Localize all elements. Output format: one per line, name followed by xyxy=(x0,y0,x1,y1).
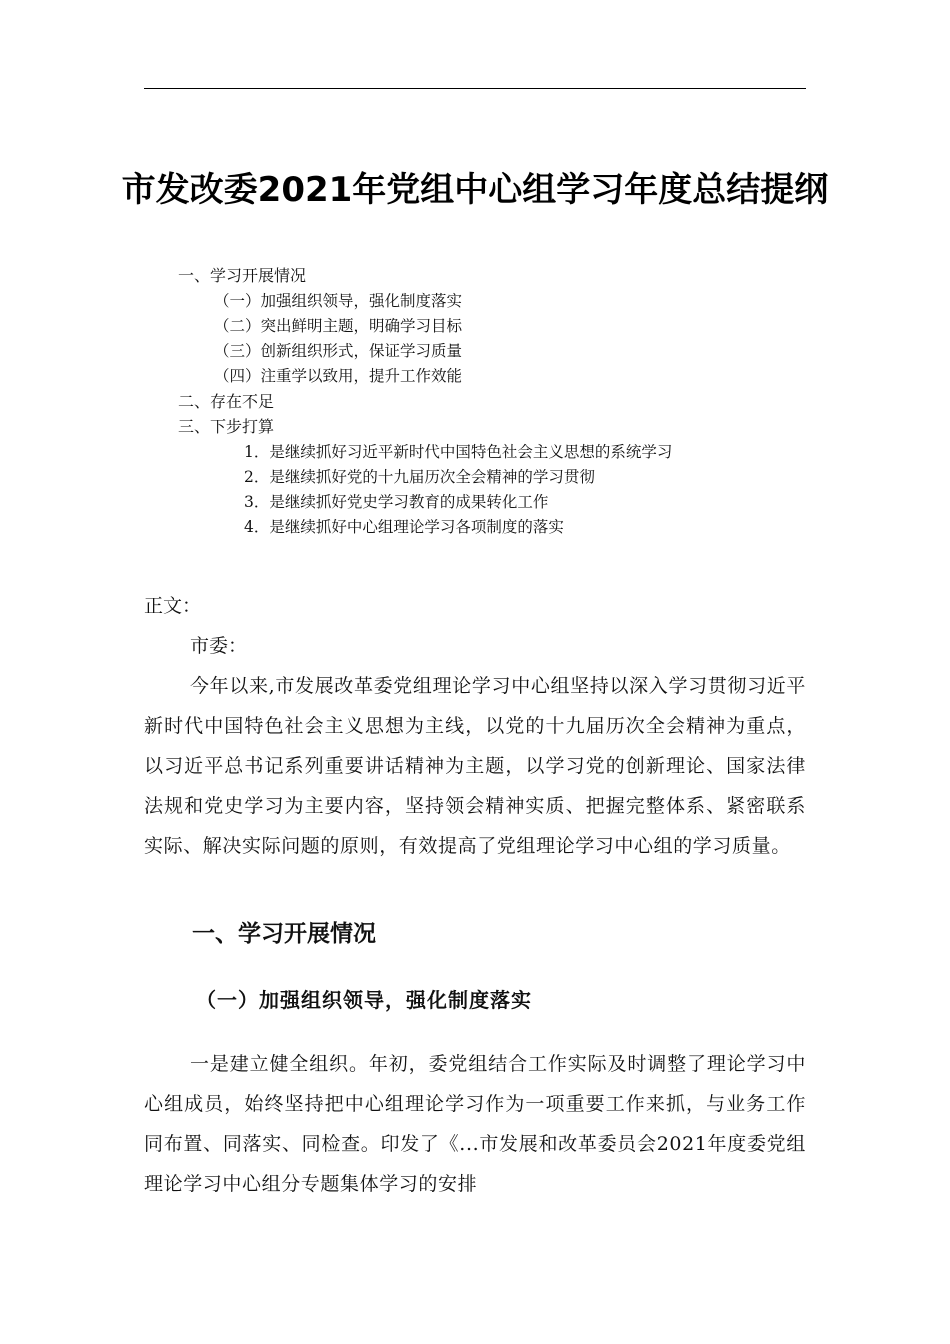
header-rule xyxy=(144,88,806,89)
body-paragraph: 一是建立健全组织。年初，委党组结合工作实际及时调整了理论学习中心组成员，始终坚持把中心组理论学习作为一项重要工作来抓，与业务工作同布置、同落实、同检查。印发了《...市发展和改革委员会2021年度委党组理论学习中心组分专题集体学习的安排 xyxy=(144,1053,806,1195)
outline-item: （一）加强组织领导，强化制度落实 xyxy=(214,292,463,310)
subsection-heading: （一）加强组织领导，强化制度落实 xyxy=(196,988,532,1012)
outline-item: （四）注重学以致用，提升工作效能 xyxy=(214,367,463,385)
outline-item: 2．是继续抓好党的十九届历次全会精神的学习贯彻 xyxy=(244,468,595,486)
outline-item: 一、学习开展情况 xyxy=(178,266,307,285)
outline-item: 4．是继续抓好中心组理论学习各项制度的落实 xyxy=(244,518,564,536)
outline-item: 三、下步打算 xyxy=(178,417,275,436)
document-title: 市发改委2021年党组中心组学习年度总结提纲 xyxy=(121,170,829,210)
outline-item: （三）创新组织形式，保证学习质量 xyxy=(214,342,463,360)
outline-item: 1．是继续抓好习近平新时代中国特色社会主义思想的系统学习 xyxy=(244,443,673,461)
salutation: 市委： xyxy=(190,635,248,657)
intro-paragraph: 今年以来,市发展改革委党组理论学习中心组坚持以深入学习贯彻习近平新时代中国特色社会主义思想为主线，以党的十九届历次全会精神为重点，以习近平总书记系列重要讲话精神为主题，以学习党的创新理论、国家法律法规和党史学习为主要内容，坚持领会精神实质、把握完整体系、紧密联系实际、解决实际问题的原则，有效提高了党组理论学习中心组的学习质量。 xyxy=(144,675,806,857)
section-heading: 一、学习开展情况 xyxy=(192,921,376,947)
outline-item: （二）突出鲜明主题，明确学习目标 xyxy=(214,317,463,335)
outline-item: 二、存在不足 xyxy=(178,392,275,411)
outline-item: 3．是继续抓好党史学习教育的成果转化工作 xyxy=(244,493,549,511)
body-label: 正文： xyxy=(144,595,202,617)
